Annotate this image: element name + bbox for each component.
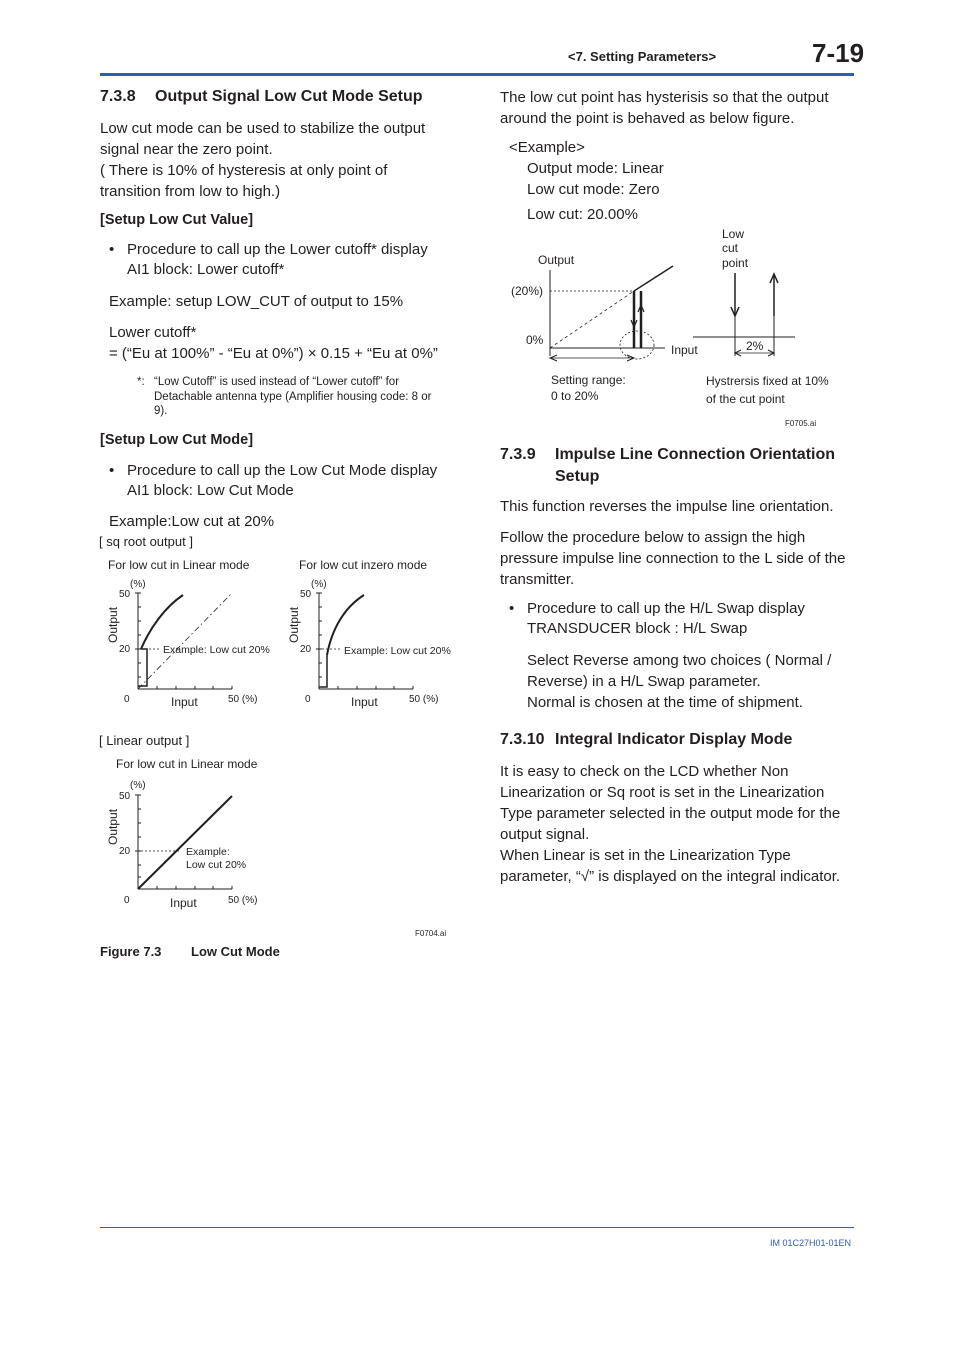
- paragraph-line: pressure impulse line connection to the L side of the: [500, 550, 846, 567]
- chart-title: For low cut in Linear mode: [116, 757, 258, 771]
- footnote-line: Detachable antenna type (Amplifier housing code: 8 or: [154, 390, 432, 403]
- paragraph-line: around the point is behaved as below figure.: [500, 110, 795, 127]
- origin-label: 0: [305, 694, 311, 705]
- y-tick-label: 20: [119, 846, 131, 857]
- y-tick-label: 20: [300, 644, 312, 655]
- hysteresis-label: Hystrersis fixed at 10%: [706, 374, 829, 388]
- low-cut-point-label: cut: [722, 241, 739, 255]
- bullet-line: Procedure to call up the Low Cut Mode display: [127, 462, 438, 479]
- swap-procedure-bullet: [509, 599, 805, 639]
- footnote-line: 9).: [154, 405, 168, 417]
- indicator-paragraph: [500, 761, 840, 887]
- footnote-line: “Low Cutoff” is used instead of “Lower cutoff” for: [154, 376, 400, 388]
- cut-point-arrows: [731, 273, 778, 316]
- intro-line: Low cut mode can be used to stabilize the output: [100, 120, 426, 137]
- hysteresis-label: of the cut point: [706, 392, 785, 406]
- annotation: Example:: [186, 846, 230, 858]
- formula-line: Lower cutoff*: [109, 324, 197, 341]
- dashed-linear: [550, 291, 634, 348]
- detail-circle: [620, 331, 654, 359]
- origin-label: 0: [124, 694, 130, 705]
- y-tick-label: 20: [119, 644, 131, 655]
- output-line: [634, 266, 673, 291]
- paragraph-line: parameter, “√” is displayed on the integral indicator.: [500, 868, 841, 885]
- intro-line: signal near the zero point.: [100, 141, 273, 158]
- section-number: 7.3.9: [500, 446, 536, 463]
- intro-line: transition from low to high.): [100, 183, 281, 200]
- y-unit: (%): [311, 579, 327, 590]
- y-axis-label: Output: [106, 808, 120, 845]
- paragraph-line: Type parameter selected in the output mode for the: [500, 805, 841, 822]
- paragraph-line: Normal is chosen at the time of shipment.: [527, 694, 803, 711]
- y-tick-label: 50: [119, 791, 131, 802]
- 2pct-label: 2%: [746, 339, 764, 353]
- formula-line: = (“Eu at 100%” - “Eu at 0%”) × 0.15 + “Eu at 0%”: [109, 345, 438, 362]
- y-tick-label: 50: [300, 589, 312, 600]
- header-section-title: <7. Setting Parameters>: [568, 49, 717, 64]
- section-7-3-10-heading: [500, 731, 792, 749]
- linear-output-label: [ Linear output ]: [99, 733, 190, 748]
- paragraph-line: Select Reverse among two choices ( Normal /: [527, 652, 832, 669]
- section-7-3-9-heading: [500, 444, 835, 488]
- selection-paragraph: [527, 650, 831, 713]
- paragraph-line: Linearization or Sq root is set in the Linearization: [500, 784, 825, 801]
- mode-example: Example:Low cut at 20%: [109, 513, 275, 530]
- annotation: Example: Low cut 20%: [344, 645, 451, 657]
- bullet-line: Procedure to call up the Lower cutoff* display: [127, 241, 428, 258]
- section-title: Integral Indicator Display Mode: [555, 731, 793, 748]
- paragraph-line: Follow the procedure below to assign the high: [500, 529, 806, 546]
- annotation: Example: Low cut 20%: [163, 644, 270, 656]
- input-label: Input: [671, 343, 698, 357]
- bullet-line: AI1 block: Low Cut Mode: [127, 482, 294, 499]
- section-number: 7.3.10: [500, 731, 545, 748]
- y-20-label: (20%): [511, 284, 544, 298]
- annotation: Low cut 20%: [186, 859, 247, 871]
- setup-low-cut-mode-heading: [Setup Low Cut Mode]: [100, 432, 254, 448]
- figure-caption-title: Low Cut Mode: [191, 944, 280, 959]
- paragraph-line: The low cut point has hysterisis so that the output: [500, 89, 829, 106]
- y-unit: (%): [130, 579, 146, 590]
- paragraph-line: transmitter.: [500, 571, 575, 588]
- example-line: Output mode: Linear: [527, 160, 664, 177]
- origin-label: 0: [124, 895, 130, 906]
- setting-range-value: 0 to 20%: [551, 389, 599, 403]
- output-label: Output: [538, 253, 575, 267]
- example-line: Low cut mode: Zero: [527, 181, 660, 198]
- x-unit: 50 (%): [228, 694, 258, 705]
- x-axis-label: Input: [351, 695, 378, 709]
- x-unit: 50 (%): [228, 895, 258, 906]
- procedure-paragraph: [500, 527, 845, 590]
- y-axis-label: Output: [287, 606, 301, 643]
- footnote-mark: *:: [137, 376, 145, 388]
- example-heading: <Example>: [509, 139, 585, 156]
- intro-line: ( There is 10% of hysteresis at only point of: [100, 162, 388, 179]
- figure-caption-number: Figure 7.3: [100, 944, 162, 959]
- y-unit: (%): [130, 780, 146, 791]
- chart-title: For low cut inzero mode: [299, 558, 428, 572]
- value-example: Example: setup LOW_CUT of output to 15%: [109, 293, 404, 310]
- y-tick-label: 50: [119, 589, 131, 600]
- section-title: Impulse Line Connection Orientation: [555, 446, 836, 463]
- bullet-dot: •: [109, 462, 115, 479]
- x-unit: 50 (%): [409, 694, 439, 705]
- bullet-line: AI1 block: Lower cutoff*: [127, 261, 285, 278]
- section-title: Setup: [555, 468, 600, 485]
- paragraph-line: Reverse) in a H/L Swap parameter.: [527, 673, 761, 690]
- x-axis-label: Input: [171, 695, 198, 709]
- bullet-line: Procedure to call up the H/L Swap display: [527, 600, 805, 617]
- paragraph-line: When Linear is set in the Linearization Type: [500, 847, 791, 864]
- example-line: Low cut: 20.00%: [527, 206, 638, 223]
- section-number: 7.3.8: [100, 88, 136, 105]
- y-axis-label: Output: [106, 606, 120, 643]
- setting-range-label: Setting range:: [551, 373, 626, 387]
- setup-low-cut-value-heading: [Setup Low Cut Value]: [100, 212, 254, 228]
- sq-root-output-label: [ sq root output ]: [99, 534, 193, 549]
- figure-file-id: F0705.ai: [785, 419, 817, 428]
- section-title: Output Signal Low Cut Mode Setup: [155, 88, 423, 105]
- chart-title: For low cut in Linear mode: [108, 558, 250, 572]
- page-number: 7-19: [812, 38, 865, 68]
- document-id: IM 01C27H01-01EN: [770, 1238, 852, 1248]
- paragraph-line: output signal.: [500, 826, 590, 843]
- paragraph-line: It is easy to check on the LCD whether Non: [500, 763, 789, 780]
- low-cut-point-label: point: [722, 256, 749, 270]
- y-0-label: 0%: [526, 333, 544, 347]
- footer-rule: [100, 1227, 854, 1228]
- x-axis-label: Input: [170, 896, 197, 910]
- figure-file-id: F0704.ai: [415, 929, 447, 938]
- low-cut-point-label: Low: [722, 227, 745, 241]
- swap-paragraph: This function reverses the impulse line orientation.: [500, 498, 834, 515]
- bullet-dot: •: [509, 600, 515, 617]
- bullet-dot: •: [109, 241, 115, 258]
- bullet-line: TRANSDUCER block : H/L Swap: [527, 620, 748, 637]
